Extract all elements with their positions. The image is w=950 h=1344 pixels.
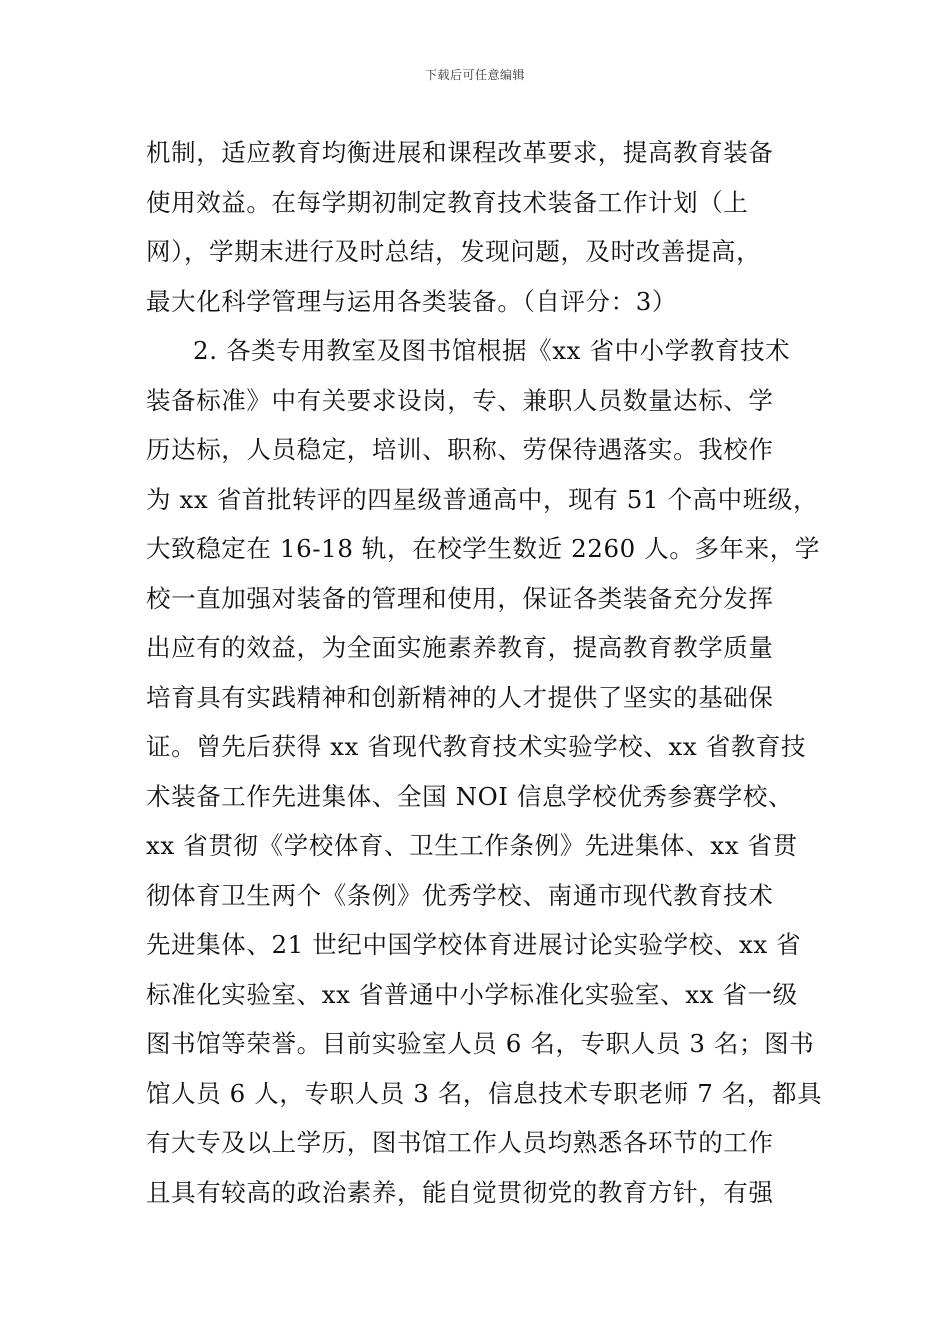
text-line: 大致稳定在 16-18 轨，在校学生数近 2260 人。多年来，学: [146, 534, 820, 563]
text-line: 使用效益。在每学期初制定教育技术装备工作计划（上: [146, 187, 749, 217]
text-line: 为 xx 省首批转评的四星级普通高中，现有 51 个高中班级，: [146, 484, 819, 514]
body-text: [146, 128, 826, 1217]
text-line: 培育具有实践精神和创新精神的人才提供了坚实的基础保: [146, 682, 774, 712]
text-line: xx 省贯彻《学校体育、卫生工作条例》先进集体、xx 省贯: [146, 831, 798, 860]
text-line: 有大专及以上学历，图书馆工作人员均熟悉各环节的工作: [146, 1128, 774, 1157]
text-line: 标准化实验室、xx 省普通中小学标准化实验室、xx 省一级: [146, 979, 798, 1009]
text-line: 彻体育卫生两个《条例》优秀学校、南通市现代教育技术: [146, 880, 774, 910]
text-line: 装备标准》中有关要求设岗，专、兼职人员数量达标、学: [146, 385, 774, 415]
text-line: 先进集体、21 世纪中国学校体育进展讨论实验学校、xx 省: [146, 930, 802, 959]
paragraph-start-line: 2. 各类专用教室及图书馆根据《xx 省中小学教育技术: [193, 336, 791, 365]
text-line: 证。曾先后获得 xx 省现代教育技术实验学校、xx 省教育技: [146, 732, 807, 761]
text-line: 馆人员 6 人，专职人员 3 名，信息技术专职老师 7 名，都具: [146, 1078, 823, 1108]
text-line: 校一直加强对装备的管理和使用，保证各类装备充分发挥: [146, 583, 774, 613]
text-line: 历达标，人员稳定，培训、职称、劳保待遇落实。我校作: [146, 435, 774, 464]
text-line: 且具有较高的政治素养，能自觉贯彻党的教育方针，有强: [146, 1177, 774, 1207]
text-line: 机制，适应教育均衡进展和课程改革要求，提高教育装备: [146, 138, 774, 167]
text-line: 网），学期末进行及时总结，发现问题，及时改善提高，: [146, 237, 762, 266]
text-line: 最大化科学管理与运用各类装备。（自评分：3）: [146, 286, 678, 316]
page-header: 下载后可任意编辑: [424, 68, 525, 82]
text-line: 图书馆等荣誉。目前实验室人员 6 名，专职人员 3 名；图书: [146, 1029, 815, 1058]
text-line: 出应有的效益，为全面实施素养教育，提高教育教学质量: [146, 633, 774, 662]
text-line: 术装备工作先进集体、全国 NOI 信息学校优秀参赛学校、: [146, 781, 794, 811]
